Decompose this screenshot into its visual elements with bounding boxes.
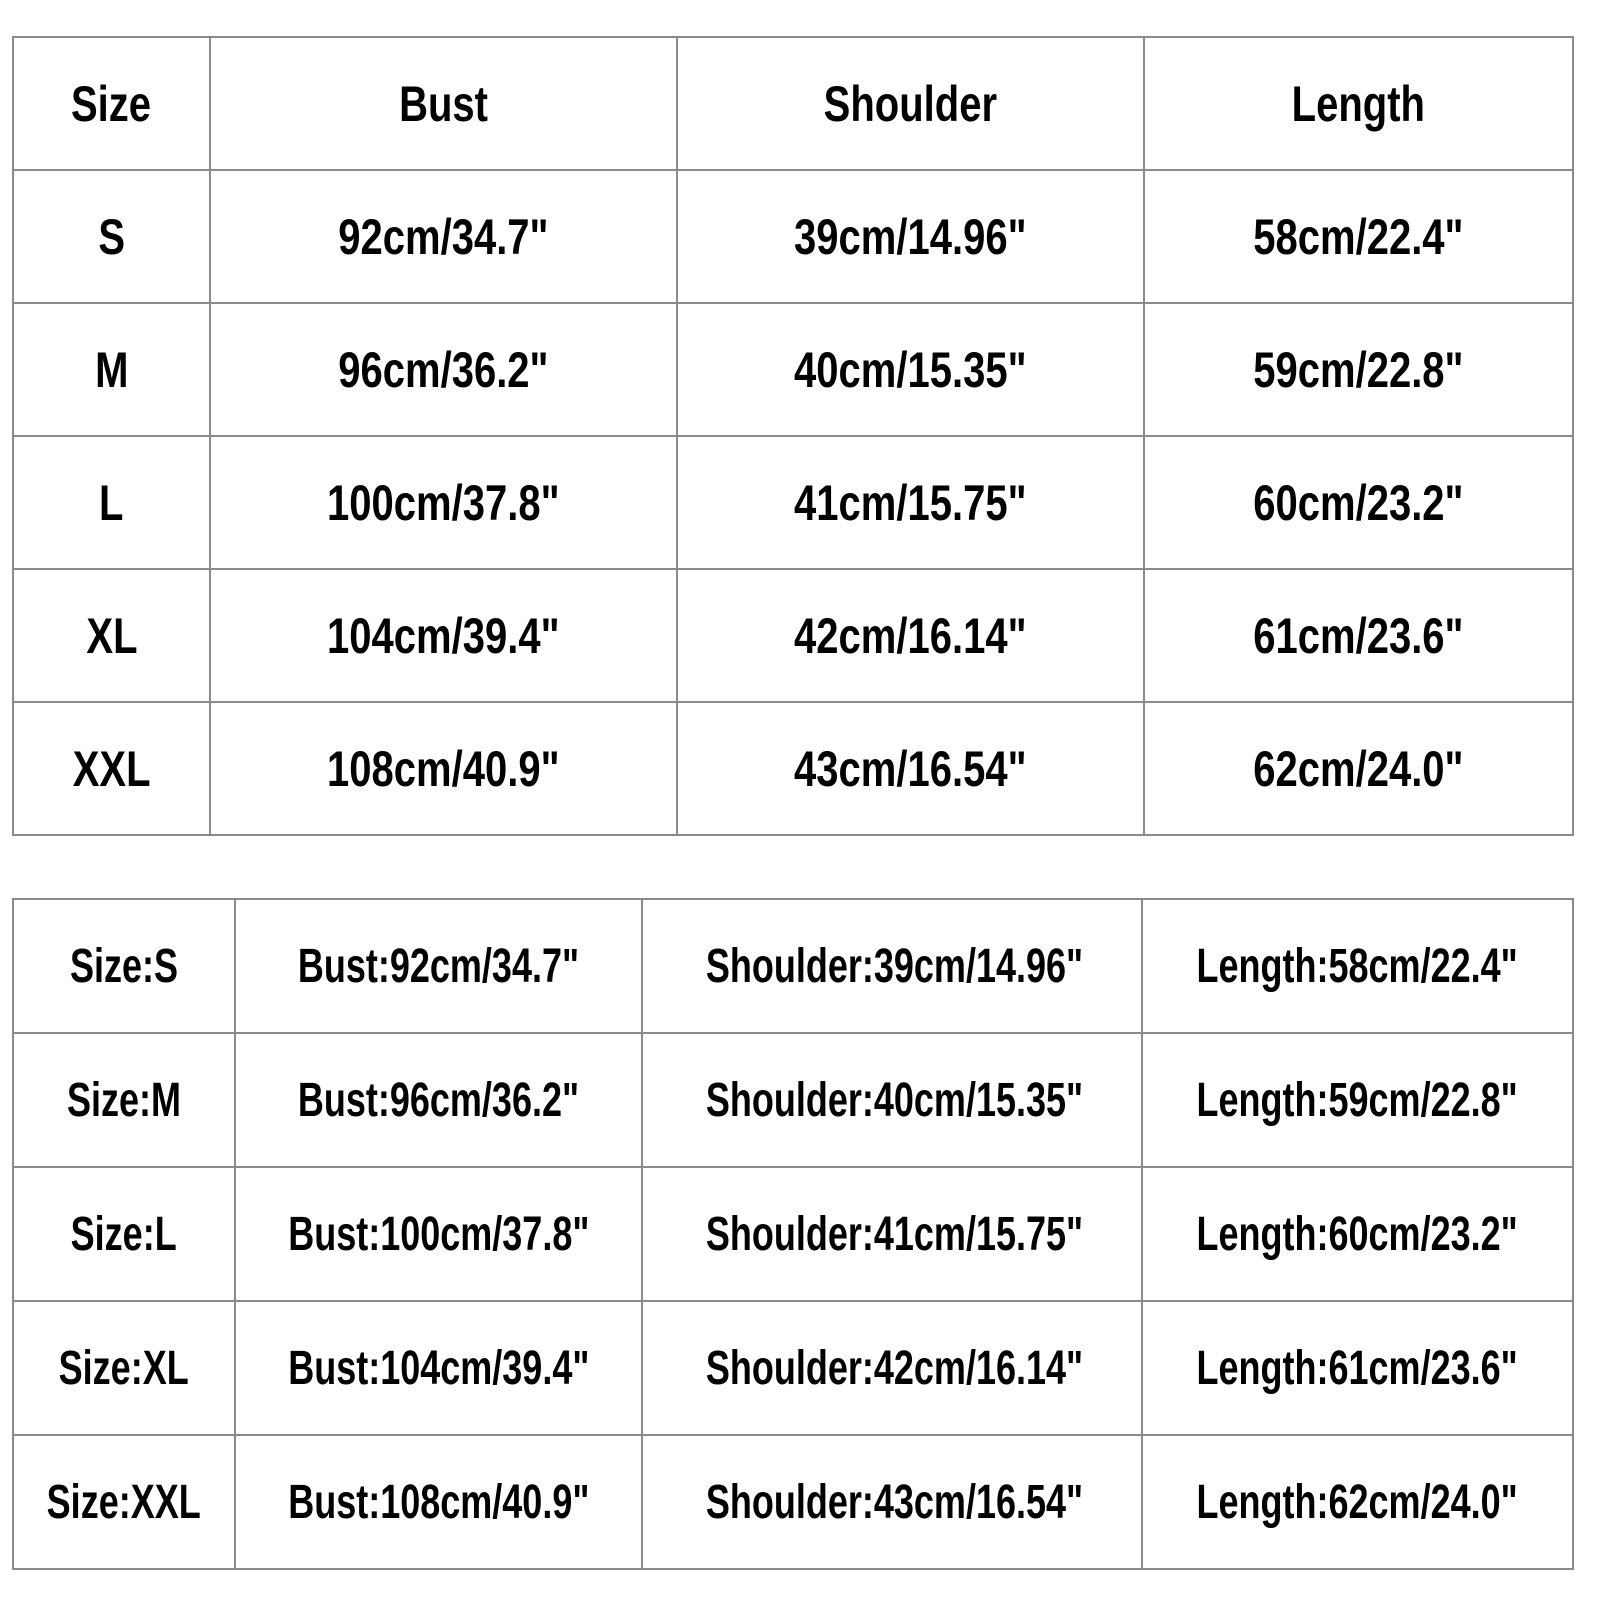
table-row [13,1167,1573,1301]
length-cell: 61cm/23.6" [1144,569,1573,702]
length-cell: Length:59cm/22.8" [1142,1033,1573,1167]
shoulder-cell: Shoulder:39cm/14.96" [642,899,1142,1033]
header-bust: Bust [210,37,677,170]
size-cell: Size:L [13,1167,235,1301]
size-cell: S [13,170,210,303]
shoulder-cell: 42cm/16.14" [677,569,1144,702]
shoulder-cell: Shoulder:41cm/15.75" [642,1167,1142,1301]
table-row [13,1435,1573,1569]
header-length: Length [1144,37,1573,170]
bust-cell: Bust:100cm/37.8" [235,1167,642,1301]
table-row [13,1033,1573,1167]
length-cell: 58cm/22.4" [1144,170,1573,303]
bust-cell: Bust:96cm/36.2" [235,1033,642,1167]
bust-cell: 96cm/36.2" [210,303,677,436]
size-cell: Size:M [13,1033,235,1167]
table-row [13,702,1573,835]
length-cell: 59cm/22.8" [1144,303,1573,436]
shoulder-cell: Shoulder:42cm/16.14" [642,1301,1142,1435]
shoulder-cell: 40cm/15.35" [677,303,1144,436]
bust-cell: Bust:108cm/40.9" [235,1435,642,1569]
table-row [13,303,1573,436]
size-cell: Size:S [13,899,235,1033]
table-row [13,1301,1573,1435]
table-header-row [13,37,1573,170]
length-cell: 62cm/24.0" [1144,702,1573,835]
bust-cell: Bust:104cm/39.4" [235,1301,642,1435]
size-cell: XL [13,569,210,702]
size-cell: Size:XXL [13,1435,235,1569]
length-cell: Length:61cm/23.6" [1142,1301,1573,1435]
header-shoulder: Shoulder [677,37,1144,170]
length-cell: Length:62cm/24.0" [1142,1435,1573,1569]
header-size: Size [13,37,210,170]
size-chart-table [12,36,1574,836]
table-row [13,170,1573,303]
bust-cell: 92cm/34.7" [210,170,677,303]
size-cell: XXL [13,702,210,835]
size-cell: L [13,436,210,569]
table-row [13,569,1573,702]
table-row [13,436,1573,569]
shoulder-cell: 39cm/14.96" [677,170,1144,303]
bust-cell: 108cm/40.9" [210,702,677,835]
length-cell: Length:58cm/22.4" [1142,899,1573,1033]
shoulder-cell: 41cm/15.75" [677,436,1144,569]
bust-cell: 104cm/39.4" [210,569,677,702]
size-cell: M [13,303,210,436]
table-row [13,899,1573,1033]
shoulder-cell: Shoulder:40cm/15.35" [642,1033,1142,1167]
length-cell: Length:60cm/23.2" [1142,1167,1573,1301]
shoulder-cell: 43cm/16.54" [677,702,1144,835]
length-cell: 60cm/23.2" [1144,436,1573,569]
bust-cell: 100cm/37.8" [210,436,677,569]
labeled-size-chart-table [12,898,1574,1570]
shoulder-cell: Shoulder:43cm/16.54" [642,1435,1142,1569]
size-cell: Size:XL [13,1301,235,1435]
bust-cell: Bust:92cm/34.7" [235,899,642,1033]
